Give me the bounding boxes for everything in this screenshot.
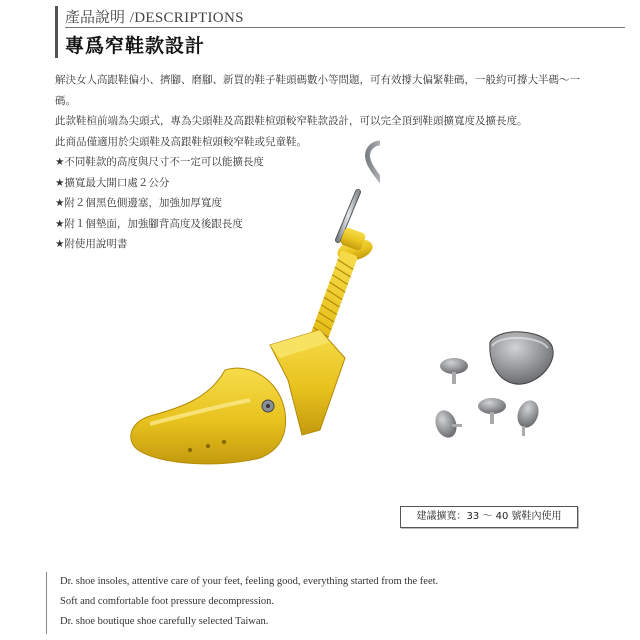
feature-item: ★附２個黑色側邊塞，加強加厚寬度 xyxy=(55,197,222,209)
section-subtitle xyxy=(65,6,244,27)
page-title: 專爲窄鞋款設計 xyxy=(65,35,206,57)
feature-item: ★不同鞋款的高度與尺寸不一定可以能擴長度 xyxy=(55,156,264,168)
header-accent-bar xyxy=(55,6,58,58)
accessory-plugs-image xyxy=(430,328,555,450)
footer-line: Soft and comfortable foot pressure decompression. xyxy=(60,596,275,607)
footer-line: Dr. shoe boutique shoe carefully selected Taiwan. xyxy=(60,616,269,627)
plug-icon xyxy=(478,398,506,424)
subtitle-en: /DESCRIPTIONS xyxy=(129,10,244,26)
plug-icon xyxy=(432,407,462,440)
footer-lines xyxy=(60,572,438,632)
description-para-2: 此款鞋楦前端為尖頭式，專為尖頭鞋及高跟鞋楦頭較窄鞋款設計，可以完全頂到鞋頭擴寬度及擴長度。 xyxy=(55,115,528,127)
feature-item: ★擴寬最大開口處２公分 xyxy=(55,176,170,189)
feature-item: ★附１個墊面，加強腳背高度及後跟長度 xyxy=(55,217,243,230)
plug-icon xyxy=(514,397,542,436)
footer-line: Dr. shoe insoles, attentive care of your feet, feeling good, everything started from the feet. xyxy=(60,576,439,587)
footer-divider xyxy=(46,572,47,634)
subtitle-cn: 產品說明 xyxy=(65,8,126,26)
feature-item: ★附使用說明書 xyxy=(55,238,128,250)
shoe-stretcher-image xyxy=(120,130,380,510)
description-para-3: 此商品僅適用於尖頭鞋及高跟鞋楦頭較窄鞋或兒童鞋。 xyxy=(55,135,307,148)
header-rule xyxy=(65,27,625,28)
recommended-size-note: 建議擴寬：33 ～ 40 號鞋內使用 xyxy=(400,506,578,528)
footer-block xyxy=(46,572,606,634)
description-para-1: 解決女人高跟鞋偏小、擠腳、磨腳、新買的鞋子鞋頭碼數小等問題，可有效撐大偏緊鞋碼，一般約可撐大半碼～一碼。 xyxy=(55,74,580,107)
plug-icon xyxy=(440,358,468,384)
